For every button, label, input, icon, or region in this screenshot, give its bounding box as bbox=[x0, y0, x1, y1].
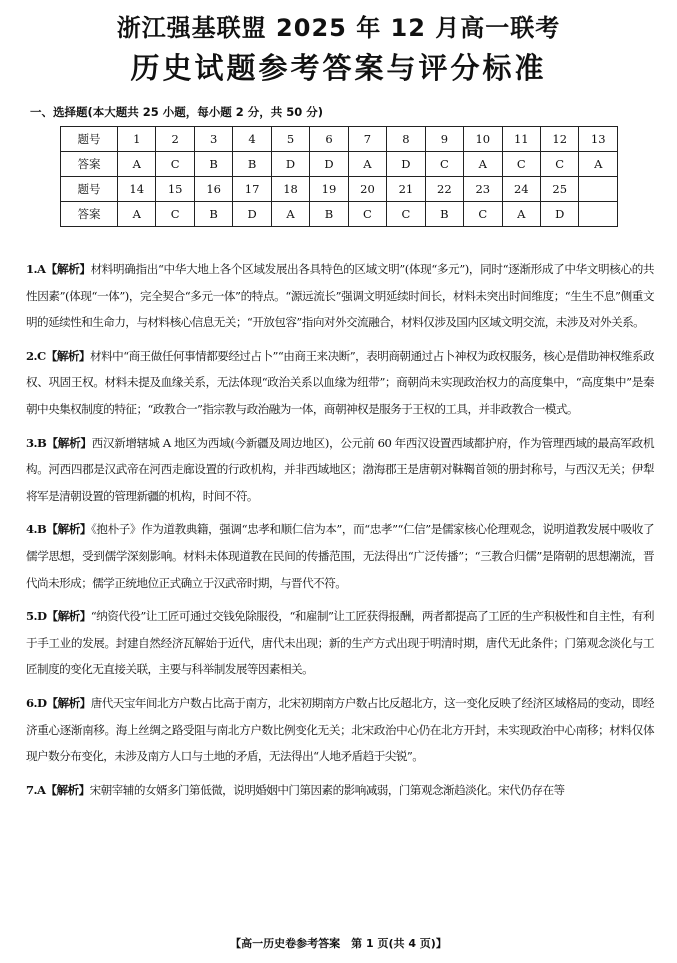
answer-table-number-row bbox=[61, 177, 618, 202]
explanation-text: 《抱朴子》作为道教典籍，强调“忠孝和顺仁信为本”，而“忠孝”“仁信”是儒家核心伦理观念，说明道教发展中吸收了儒学思想，受到儒学深刻影响。材料未体现道教在民间的传播范围，无法得出“广泛传播”；“三教合归儒”是隋朝的思想潮流，晋代尚未形成；儒学正统地位正式确立于汉武帝时期，与晋代不符。 bbox=[26, 522, 654, 590]
answer-cell: B bbox=[425, 202, 463, 227]
analysis-tag: 【解析】 bbox=[46, 522, 92, 537]
answer-cell: D bbox=[310, 152, 348, 177]
row-label: 题号 bbox=[61, 127, 118, 152]
question-number-cell: 15 bbox=[156, 177, 194, 202]
answer-table-number-row bbox=[61, 127, 618, 152]
question-number-cell: 23 bbox=[464, 177, 502, 202]
question-number-cell: 12 bbox=[540, 127, 578, 152]
page-footer: 【高一历史卷参考答案 第 1 页(共 4 页)】 bbox=[230, 937, 447, 950]
row-label: 答案 bbox=[61, 202, 118, 227]
answer-table-answer-row bbox=[61, 152, 618, 177]
answer-cell: A bbox=[579, 152, 618, 177]
exam-title: 浙江强基联盟 2025 年 12 月高一联考 bbox=[116, 14, 561, 42]
question-number-cell: 10 bbox=[464, 127, 502, 152]
answer-cell: C bbox=[540, 152, 578, 177]
question-number-cell: 24 bbox=[502, 177, 540, 202]
answer-cell: B bbox=[233, 152, 271, 177]
explanation-item bbox=[26, 430, 654, 510]
question-number-cell: 20 bbox=[348, 177, 386, 202]
question-answer-label: 4.B bbox=[26, 522, 47, 537]
answer-cell: C bbox=[156, 202, 194, 227]
explanation-item bbox=[26, 343, 654, 423]
question-number-cell: 8 bbox=[387, 127, 425, 152]
answer-cell: C bbox=[502, 152, 540, 177]
explanation-text: 西汉新增辖城 A 地区为西域(今新疆及周边地区)，公元前 60 年西汉设置西域都护府，作为管理西域的最高军政机构。河西四郡是汉武帝在河西走廊设置的行政机构，并非西域地区；渤海郡王是唐朝对靺鞨首领的册封称号，与西汉无关；伊犁将军是清朝设置的管理新疆的机构，时间不符。 bbox=[26, 435, 654, 503]
answer-cell: D bbox=[540, 202, 578, 227]
answer-cell: C bbox=[387, 202, 425, 227]
question-number-cell: 22 bbox=[425, 177, 463, 202]
question-number-cell: 6 bbox=[310, 127, 348, 152]
explanations-list bbox=[26, 256, 654, 810]
question-number-cell: 2 bbox=[156, 127, 194, 152]
answer-cell: A bbox=[348, 152, 386, 177]
analysis-tag: 【解析】 bbox=[45, 782, 90, 797]
answer-cell: B bbox=[310, 202, 348, 227]
question-number-cell: 5 bbox=[271, 127, 309, 152]
question-answer-label: 6.D bbox=[26, 695, 47, 710]
question-number-cell: 7 bbox=[348, 127, 386, 152]
question-answer-label: 5.D bbox=[26, 609, 47, 624]
question-number-cell: 1 bbox=[118, 127, 156, 152]
answer-cell: D bbox=[271, 152, 309, 177]
question-number-cell: 25 bbox=[540, 177, 578, 202]
question-number-cell: 11 bbox=[502, 127, 540, 152]
answer-cell: D bbox=[387, 152, 425, 177]
question-answer-label: 2.C bbox=[26, 348, 46, 363]
explanation-item bbox=[26, 256, 654, 336]
question-number-cell bbox=[579, 177, 618, 202]
answer-cell: B bbox=[194, 202, 232, 227]
answer-table bbox=[60, 126, 618, 227]
analysis-tag: 【解析】 bbox=[46, 435, 92, 450]
analysis-tag: 【解析】 bbox=[45, 262, 91, 276]
question-number-cell: 16 bbox=[194, 177, 232, 202]
answer-table-answer-row bbox=[61, 202, 618, 227]
question-number-cell: 14 bbox=[118, 177, 156, 202]
question-number-cell: 4 bbox=[233, 127, 271, 152]
answer-cell: C bbox=[464, 202, 502, 227]
question-number-cell: 17 bbox=[233, 177, 271, 202]
answer-cell: A bbox=[502, 202, 540, 227]
analysis-tag: 【解析】 bbox=[45, 348, 90, 363]
row-label: 答案 bbox=[61, 152, 118, 177]
analysis-tag: 【解析】 bbox=[46, 695, 91, 710]
answer-cell: B bbox=[194, 152, 232, 177]
explanation-item bbox=[26, 777, 654, 804]
explanation-text: 材料明确指出“中华大地上各个区域发展出各具特色的区域文明”(体现“多元”)，同时“逐渐形成了中华文明核心的共性因素”(体现“一体”)，完全契合“多元一体”的特点。“源远流长”强调文明延续时间长，材料未突出时间维度；“生生不息”侧重文明的延续性和生命力，与材料核心信息无关；“开放包容”指向对外交流融合，材料仅涉及国内区域文明交流，未涉及对外关系。 bbox=[26, 262, 654, 330]
question-answer-label: 1.A bbox=[26, 262, 46, 276]
question-number-cell: 3 bbox=[194, 127, 232, 152]
answer-cell: A bbox=[118, 152, 156, 177]
explanation-text: “纳资代役”让工匠可通过交钱免除服役，“和雇制”让工匠获得报酬，两者都提高了工匠的生产积极性和自主性，有利于手工业的发展。封建自然经济瓦解始于近代，唐代未出现；新的生产方式出现于明清时期，唐代无此条件；门第观念淡化与工匠制度的变化无直接关联，主要与科举制发展等因素相关。 bbox=[26, 609, 654, 677]
explanation-text: 唐代天宝年间北方户数占比高于南方，北宋初期南方户数占比反超北方，这一变化反映了经济区域格局的变动，即经济重心逐渐南移。海上丝绸之路受阻与南北方户数比例变化无关；北宋政治中心仍在北方开封，未实现政治中心南移；材料仅体现户数分布变化，未涉及南方人口与土地的矛盾，无法得出“人地矛盾趋于尖锐”。 bbox=[26, 695, 654, 764]
answer-cell: A bbox=[271, 202, 309, 227]
row-label: 题号 bbox=[61, 177, 118, 202]
explanation-item bbox=[26, 516, 654, 596]
question-number-cell: 19 bbox=[310, 177, 348, 202]
question-number-cell: 21 bbox=[387, 177, 425, 202]
question-answer-label: 7.A bbox=[26, 782, 46, 797]
explanation-item bbox=[26, 690, 654, 770]
section-heading: 一、选择题(本大题共 25 小题，每小题 2 分，共 50 分) bbox=[30, 105, 324, 119]
question-number-cell: 18 bbox=[271, 177, 309, 202]
answer-cell: C bbox=[156, 152, 194, 177]
question-number-cell: 13 bbox=[579, 127, 618, 152]
answer-cell: A bbox=[118, 202, 156, 227]
question-answer-label: 3.B bbox=[26, 435, 47, 450]
explanation-item bbox=[26, 603, 654, 683]
explanation-text: 材料中“商王做任何事情都要经过占卜”“由商王来决断”，表明商朝通过占卜神权为政权服务，核心是借助神权维系政权、巩固王权。材料未提及血缘关系，无法体现“政治关系以血缘为纽带”；商朝尚未实现政治权力的高度集中，“高度集中”是秦朝中央集权制度的特征；“政教合一”指宗教与政治融为一体，商朝神权是服务于王权的工具，并非政教合一模式。 bbox=[26, 348, 654, 416]
answer-cell: A bbox=[464, 152, 502, 177]
explanation-text: 宋朝宰辅的女婿多门第低微，说明婚姻中门第因素的影响减弱，门第观念渐趋淡化。宋代仍存在等 bbox=[89, 782, 565, 797]
question-number-cell: 9 bbox=[425, 127, 463, 152]
answer-cell: D bbox=[233, 202, 271, 227]
analysis-tag: 【解析】 bbox=[46, 609, 91, 624]
answer-cell: C bbox=[425, 152, 463, 177]
answer-key-title: 历史试题参考答案与评分标准 bbox=[130, 51, 547, 85]
answer-cell bbox=[579, 202, 618, 227]
answer-cell: C bbox=[348, 202, 386, 227]
